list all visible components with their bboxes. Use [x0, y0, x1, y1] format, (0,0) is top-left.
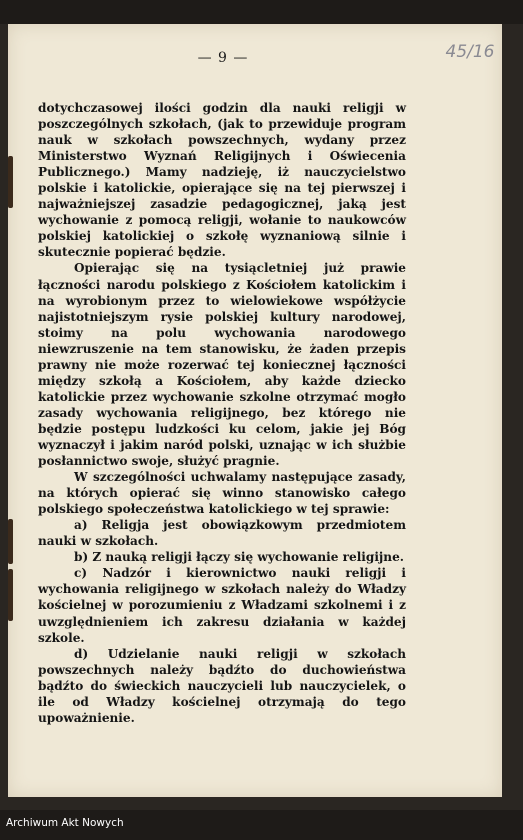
scan-background-top: [0, 0, 523, 24]
handwritten-archival-note: 45/16: [445, 42, 495, 62]
binding-mark: [8, 569, 13, 621]
binding-mark: [8, 156, 13, 208]
page-number: — 9 —: [197, 50, 249, 66]
document-body: [38, 100, 406, 726]
list-item-c: c) Nadzór i kierownictwo nauki religji i wychowania religijnego w szkołach należy do Władzy kościelnej w porozumieniu z Władzami szkolnemi i z uwzględnieniem ich zakresu działania w każdej szkole.: [38, 566, 406, 645]
archive-label: Archiwum Akt Nowych: [6, 817, 124, 829]
list-item-b: b) Z nauką religji łączy się wychowanie religijne.: [74, 550, 405, 565]
paragraph-1: dotychczasowej ilości godzin dla nauki religji w poszczególnych szkołach, (jak to przewiduje program nauk w szkołach powszechnych, wydany przez Ministerstwo Wyznań Religijnych i Oświecenia Publicznego.) Mamy nadzieję, iż nauczycielstwo polskie i katolickie, opierające się na tej pierwszej i najważniejszej zasadzie pedagogicznej, jaką jest wychowanie z pomocą religji, wołanie to naukowców polskiej katolickiej o szkołę wyznaniową silnie i skutecznie popierać będzie.: [38, 101, 406, 260]
list-item-a: a) Religja jest obowiązkowym przedmiotem nauki w szkołach.: [38, 518, 406, 549]
paragraph-2: Opierając się na tysiącletniej już prawie łączności narodu polskiego z Kościołem katolickim i na wyrobionym przez to wielowiekowe współżycie najistotniejszym rysie polskiej kultury narodowej, stoimy na polu wychowania narodowego niewzruszenie na tem stanowisku, że żaden przepis prawny nie może rozerwać tej koniecznej łączności między szkołą a Kościołem, aby każde dziecko katolickie przez wychowanie szkolne otrzymać mogło zasady wychowania religijnego, bez którego nie będzie postępu ludzkości ku celom, jakie jej Bóg wyznaczył i jakim naród polski, uznając w ich służbie posłannictwo swoje, służyć pragnie.: [38, 261, 406, 469]
binding-mark: [8, 519, 13, 564]
archive-footer: [0, 810, 523, 840]
list-item-d: d) Udzielanie nauki religji w szkołach powszechnych należy bądźto do duchowieństwa bądźto do świeckich nauczycieli lub nauczycielek, o ile od Władzy kościelnej otrzymają do tego upoważnienie.: [38, 646, 406, 725]
paragraph-3: W szczególności uchwalamy następujące zasady, na których opierać się winno stanowisko całego polskiego społeczeństwa katolickiego w tej sprawie:: [38, 470, 406, 517]
